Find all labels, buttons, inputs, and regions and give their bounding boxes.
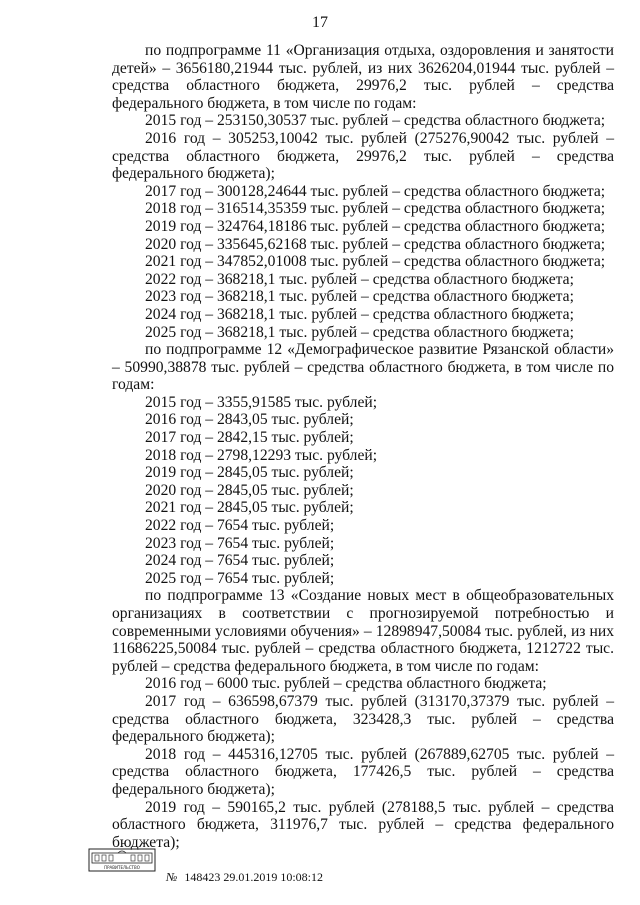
year-line: 2019 год – 2845,05 тыс. рублей; xyxy=(145,464,354,482)
year-line: 2018 год – 316514,35359 тыс. рублей – средства областного бюджета; xyxy=(145,200,606,218)
paragraph: 2018 год – 445316,12705 тыс. рублей (267889,62705 тыс. рублей – средства областного бюджета, 177426,5 тыс. рублей – средства федерального бюджета); xyxy=(112,745,614,798)
year-line: 2020 год – 335645,62168 тыс. рублей – средства областного бюджета; xyxy=(145,235,606,253)
document-stamp xyxy=(166,870,323,885)
year-line: 2023 год – 7654 тыс. рублей; xyxy=(145,534,335,552)
year-line: 2017 год – 300128,24644 тыс. рублей – средства областного бюджета; xyxy=(145,182,606,200)
logo-caption: ПРАВИТЕЛЬСТВО xyxy=(104,865,140,870)
paragraph: по подпрограмме 13 «Создание новых мест в общеобразовательных организациях в соответствии с прогнозируемой потребностью и современными условиями обучения» – 12898947,50084 тыс. рублей, из них 11686225,50084 тыс. рублей – средства областного бюджета, 1212722 тыс. рублей – средства федерального бюджета, в том числе по годам: xyxy=(112,587,614,675)
paragraph: по подпрограмме 12 «Демографическое развитие Рязанской области» – 50990,38878 тыс. рублей – средства областного бюджета, в том числе по годам: xyxy=(112,341,614,394)
year-line: 2016 год – 6000 тыс. рублей – средства областного бюджета; xyxy=(145,675,547,693)
year-line: 2018 год – 2798,12293 тыс. рублей; xyxy=(145,446,378,464)
year-line: 2015 год – 3355,91585 тыс. рублей; xyxy=(145,393,378,411)
paragraph: 2016 год – 305253,10042 тыс. рублей (275276,90042 тыс. рублей – средства областного бюджета, 29976,2 тыс. рублей – средства федерального бюджета); xyxy=(112,129,614,183)
number-sign: № xyxy=(166,870,178,884)
year-line: 2021 год – 2845,05 тыс. рублей; xyxy=(145,499,354,517)
document-number: 148423 xyxy=(184,870,221,884)
year-line: 2022 год – 368218,1 тыс. рублей – средства областного бюджета; xyxy=(145,270,574,288)
paragraph: 2019 год – 590165,2 тыс. рублей (278188,5 тыс. рублей – средства областного бюджета, 311976,7 тыс. рублей – средства федерального бюджета); xyxy=(112,798,614,851)
paragraph: по подпрограмме 11 «Организация отдыха, оздоровления и занятости детей» – 3656180,21944 тыс. рублей, из них 3626204,01944 тыс. рублей – средства областного бюджета, 29976,2 тыс. рублей – средства федерального бюджета, в том числе по годам: xyxy=(112,42,614,112)
year-line: 2024 год – 368218,1 тыс. рублей – средства областного бюджета; xyxy=(145,305,574,323)
page-number: 17 xyxy=(312,14,328,31)
paragraph: 2017 год – 636598,67379 тыс. рублей (313170,37379 тыс. рублей – средства областного бюджета, 323428,3 тыс. рублей – средства федерального бюджета); xyxy=(112,692,614,746)
government-logo xyxy=(88,848,156,872)
year-line: 2017 год – 2842,15 тыс. рублей; xyxy=(145,429,354,447)
year-line: 2015 год – 253150,30537 тыс. рублей – средства областного бюджета; xyxy=(145,112,606,130)
document-body xyxy=(112,42,614,851)
year-line: 2022 год – 7654 тыс. рублей; xyxy=(145,517,335,535)
year-line: 2019 год – 324764,18186 тыс. рублей – средства областного бюджета; xyxy=(145,217,606,235)
year-line: 2025 год – 7654 тыс. рублей; xyxy=(145,569,335,587)
year-line: 2025 год – 368218,1 тыс. рублей – средства областного бюджета; xyxy=(145,323,574,341)
year-line: 2024 год – 7654 тыс. рублей; xyxy=(145,552,335,570)
year-line: 2021 год – 347852,01008 тыс. рублей – средства областного бюджета; xyxy=(145,253,606,271)
year-line: 2020 год – 2845,05 тыс. рублей; xyxy=(145,481,354,499)
year-line: 2016 год – 2843,05 тыс. рублей; xyxy=(145,411,354,429)
document-datetime: 29.01.2019 10:08:12 xyxy=(223,870,323,884)
year-line: 2023 год – 368218,1 тыс. рублей – средства областного бюджета; xyxy=(145,288,574,306)
